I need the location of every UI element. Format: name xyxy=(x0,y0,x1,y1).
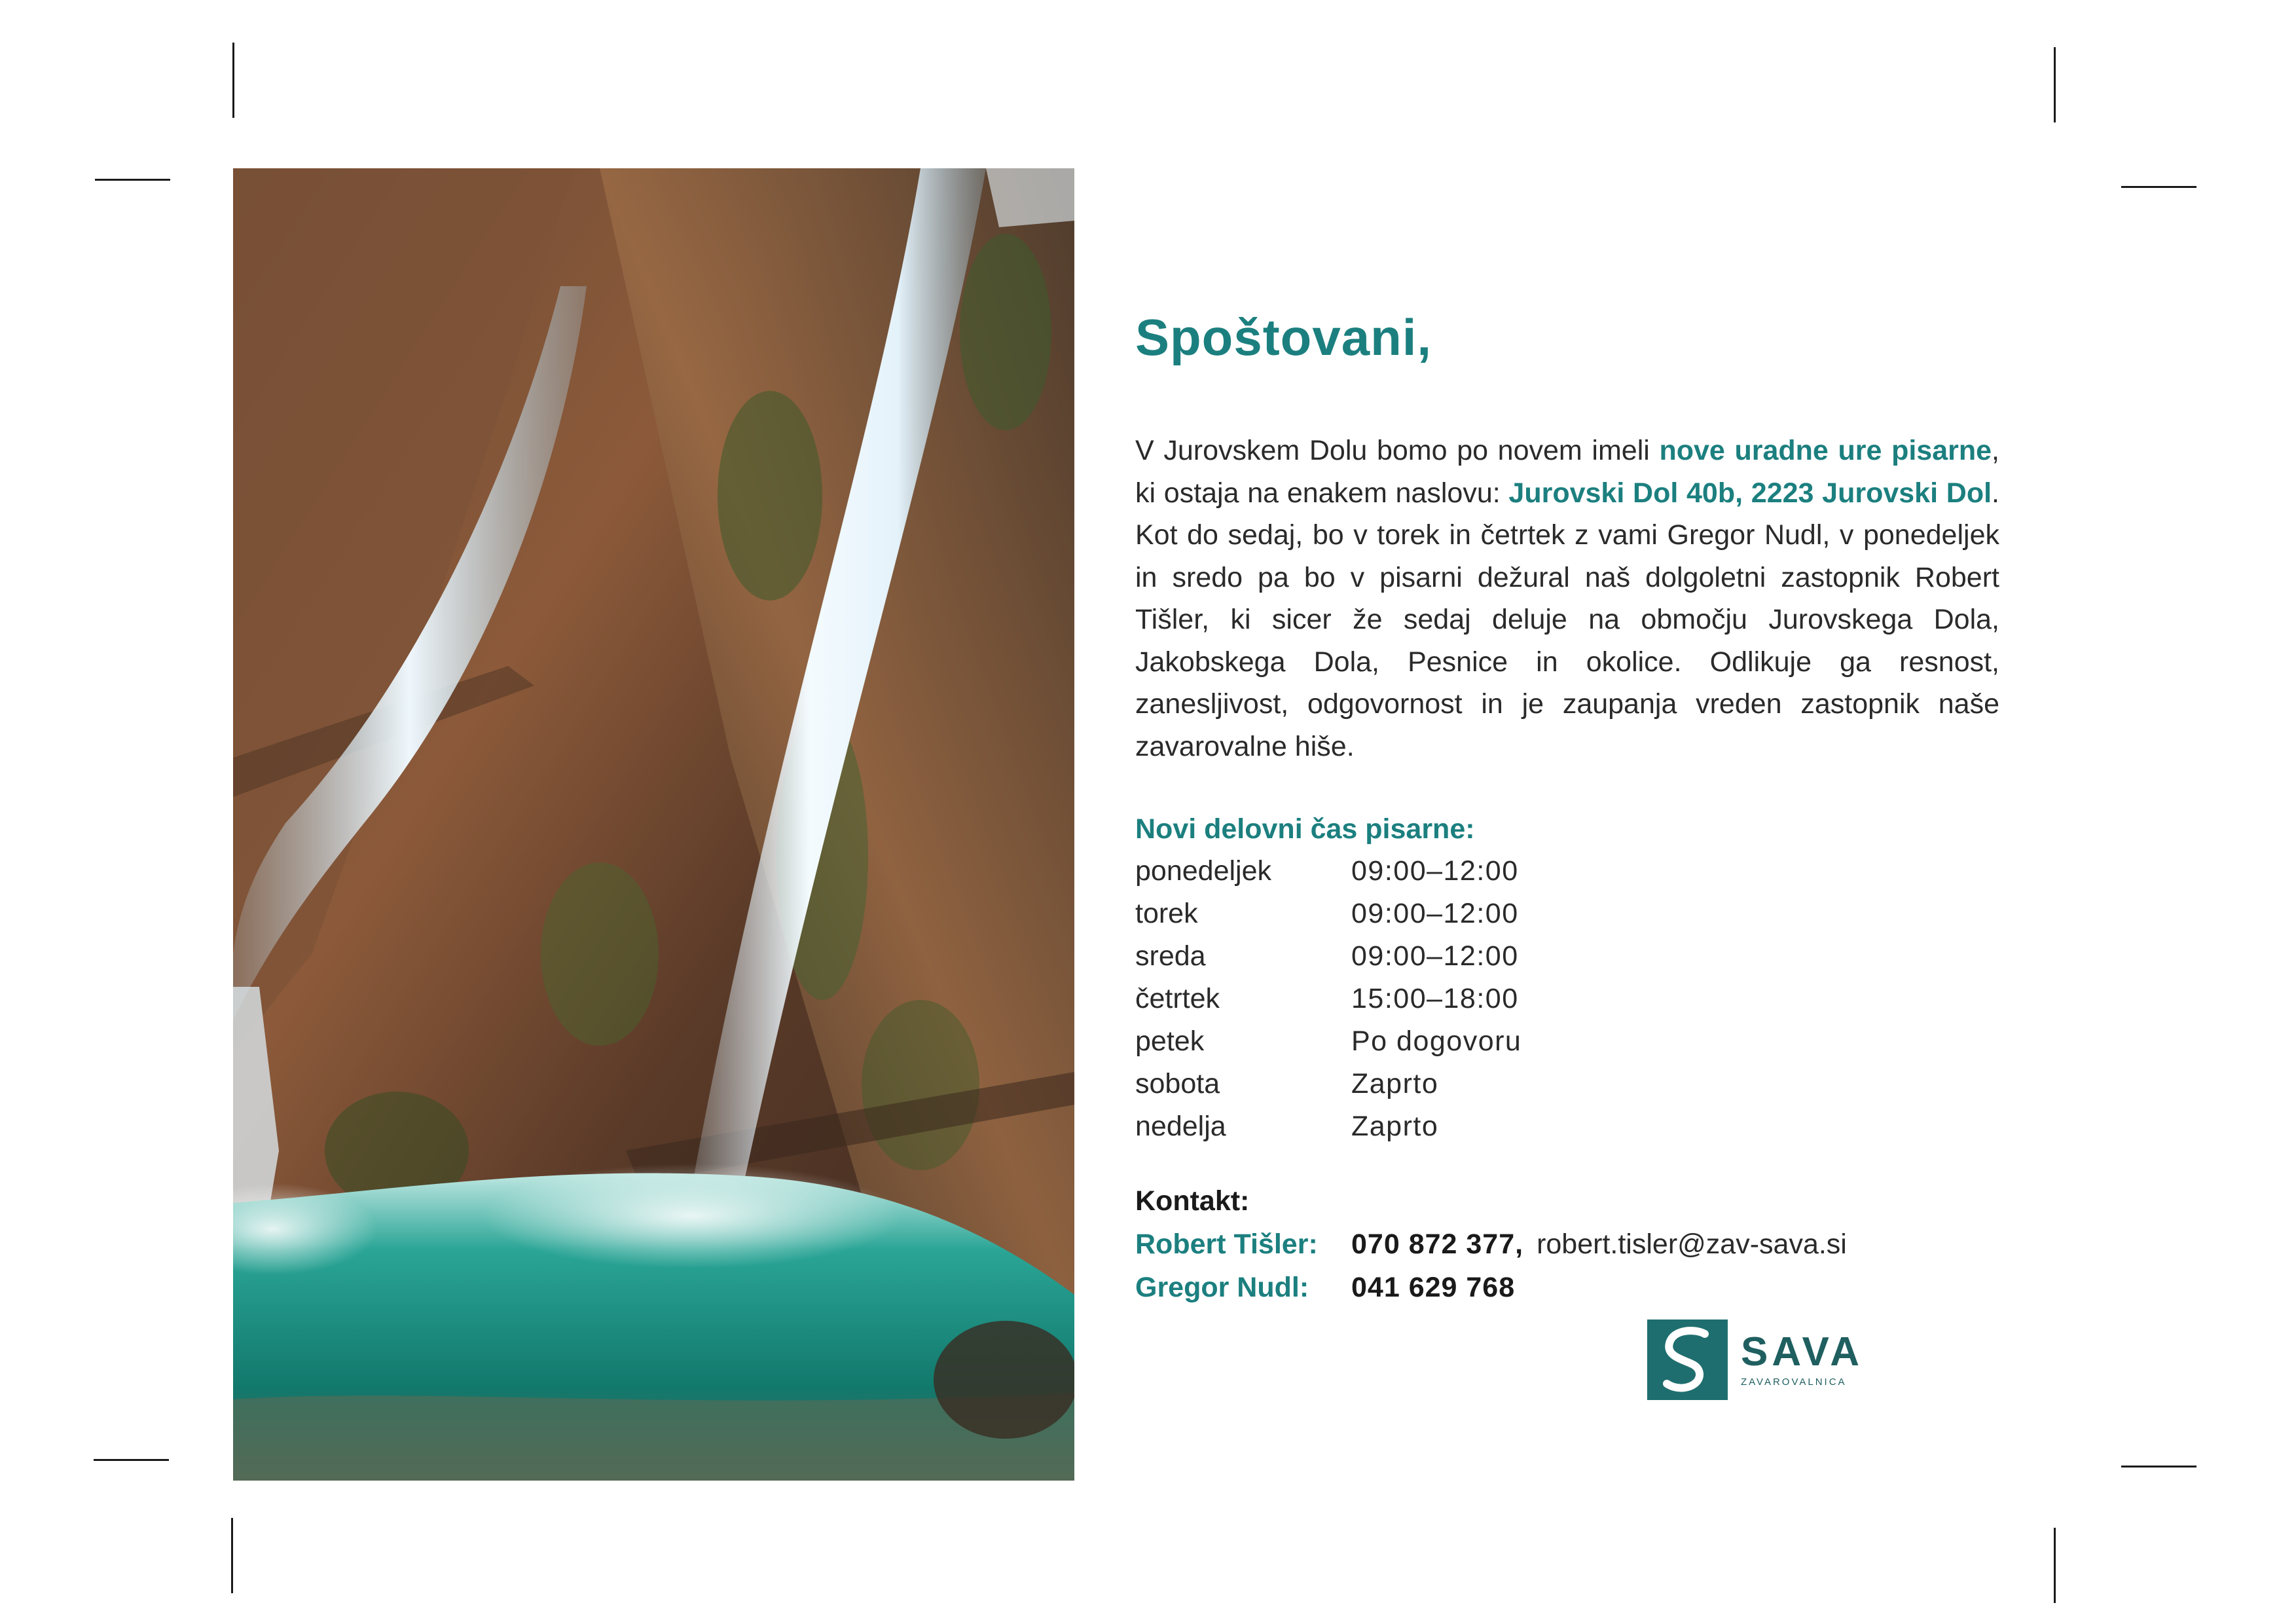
logo-subtitle: ZAVAROVALNICA xyxy=(1741,1376,1847,1388)
contact-phone[interactable]: 070 872 377, xyxy=(1351,1228,1524,1260)
hours-day: nedelja xyxy=(1135,1111,1226,1142)
hours-time: 09:00–12:00 xyxy=(1351,940,1519,972)
contact-title: Kontakt: xyxy=(1135,1185,1250,1217)
hours-day: sobota xyxy=(1135,1068,1220,1099)
hours-day: petek xyxy=(1135,1025,1205,1057)
crop-mark-right-top xyxy=(2121,186,2196,188)
contact-row-robert xyxy=(1135,1223,1999,1266)
greeting-heading: Spoštovani, xyxy=(1135,308,1432,366)
hours-row xyxy=(1135,1020,1522,1063)
hours-row xyxy=(1135,978,1522,1020)
hours-time: 09:00–12:00 xyxy=(1351,855,1519,887)
hours-row xyxy=(1135,1105,1522,1148)
hours-row xyxy=(1135,850,1522,893)
hours-day: četrtek xyxy=(1135,983,1220,1014)
intro-text-3: . Kot do sedaj, bo v torek in četrtek z vami Gregor Nudl, v ponedeljek in sredo pa bo v pisarni dežural naš dolgoletni zastopnik Robert Tišler, ki sicer že sedaj deluje na območju Jurovskega Dola, Jakobskega Dola, Pesnice in okolice. Odlikuje ga resnost, zanesljivost, odgovornost in je zaupanja vreden zastopnik naše zavarovalne hiše. xyxy=(1135,477,1999,762)
intro-text-2: , ki ostaja na enakem naslovu: xyxy=(1135,435,1999,509)
sava-s-logo-icon xyxy=(1647,1320,1728,1400)
contact-row-gregor xyxy=(1135,1266,1999,1309)
logo-text xyxy=(1741,1329,1864,1388)
intro-highlight-address: Jurovski Dol 40b, 2223 Jurovski Dol xyxy=(1508,477,1992,509)
crop-mark-right-bottom xyxy=(2121,1466,2196,1467)
hours-time: Zaprto xyxy=(1351,1068,1439,1099)
waterfall-illustration xyxy=(233,168,1074,1481)
hours-row xyxy=(1135,893,1522,935)
crop-mark-bottom-left xyxy=(231,1518,233,1593)
hours-row xyxy=(1135,935,1522,978)
waterfall-photo xyxy=(233,168,1074,1481)
hours-row xyxy=(1135,1063,1522,1105)
sava-logo xyxy=(1647,1320,1863,1400)
crop-mark-top-left xyxy=(232,43,234,118)
crop-mark-left-bottom xyxy=(94,1459,169,1461)
contact-phone[interactable]: 041 629 768 xyxy=(1351,1272,1516,1303)
hours-time: Po dogovoru xyxy=(1351,1025,1522,1057)
contact-name: Robert Tišler: xyxy=(1135,1228,1318,1260)
hours-time: 15:00–18:00 xyxy=(1351,983,1519,1014)
hours-time: 09:00–12:00 xyxy=(1351,898,1519,929)
crop-mark-bottom-right xyxy=(2054,1528,2056,1603)
hours-time: Zaprto xyxy=(1351,1111,1439,1142)
logo-name: SAVA xyxy=(1741,1329,1864,1375)
hours-day: ponedeljek xyxy=(1135,855,1272,887)
crop-mark-top-right xyxy=(2054,47,2056,122)
letter-content xyxy=(1135,308,1999,1309)
intro-text-1: V Jurovskem Dolu bomo po novem imeli xyxy=(1135,435,1660,466)
hours-day: torek xyxy=(1135,898,1198,929)
intro-paragraph xyxy=(1135,430,1999,767)
hours-table xyxy=(1135,850,1522,1148)
contact-email-link[interactable]: robert.tisler@zav-sava.si xyxy=(1537,1228,1847,1260)
intro-highlight-office-hours: nove uradne ure pisarne xyxy=(1659,435,1992,466)
crop-mark-left-top xyxy=(95,179,170,181)
hours-title: Novi delovni čas pisarne: xyxy=(1135,813,1475,845)
contact-name: Gregor Nudl: xyxy=(1135,1272,1309,1303)
hours-day: sreda xyxy=(1135,940,1206,972)
